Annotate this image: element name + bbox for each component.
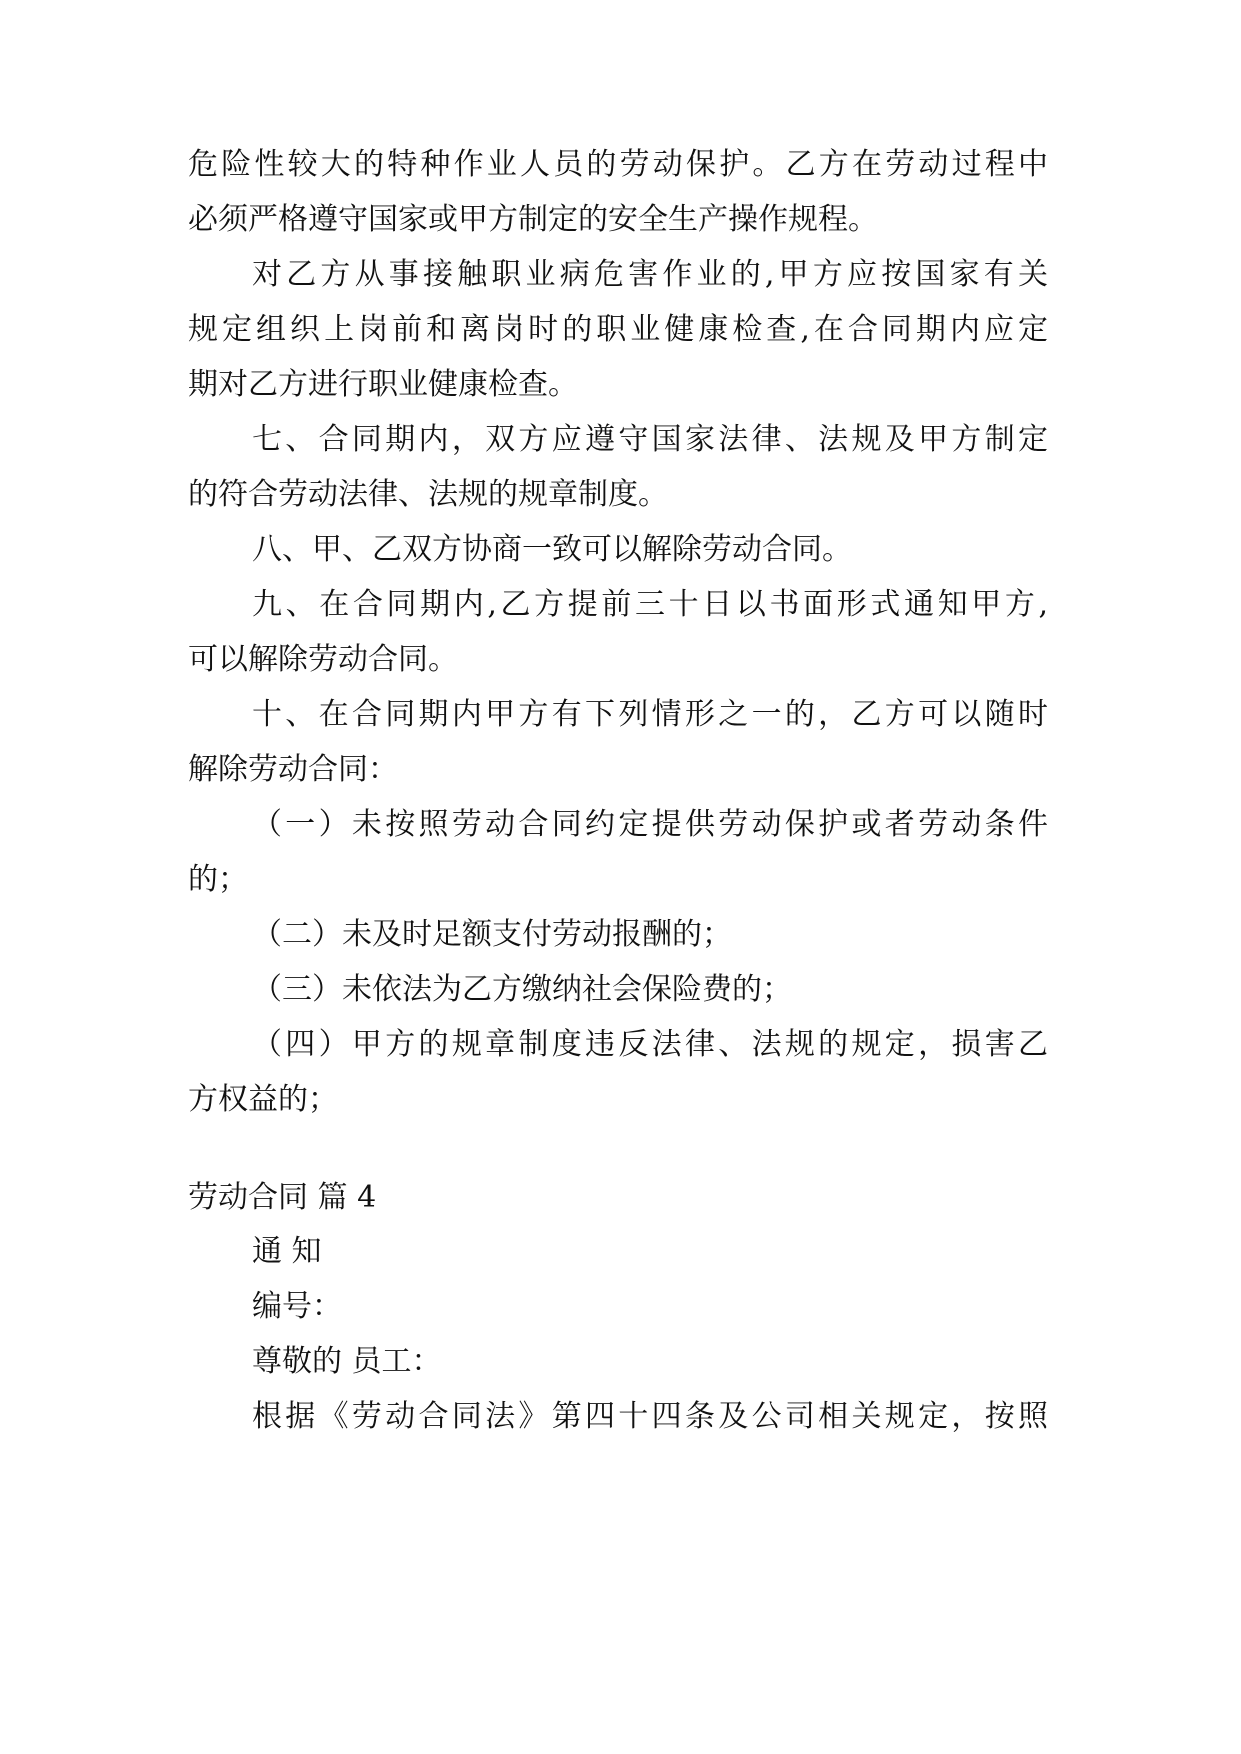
salutation: 尊敬的 员工： [252, 1344, 442, 1379]
paragraph-line: 期对乙方进行职业健康检查。 [188, 367, 578, 402]
paragraph-line: （一）未按照劳动合同约定提供劳动保护或者劳动条件 [252, 807, 1048, 842]
paragraph-line: 八、甲、乙双方协商一致可以解除劳动合同。 [252, 532, 852, 567]
paragraph-line: 七、合同期内，双方应遵守国家法律、法规及甲方制定 [252, 422, 1048, 457]
section-heading: 劳动合同 篇 4 [188, 1180, 377, 1215]
number-label: 编号： [252, 1289, 342, 1324]
paragraph-line: 规定组织上岗前和离岗时的职业健康检查,在合同期内应定 [188, 312, 1048, 347]
paragraph-line: 方权益的； [188, 1082, 338, 1117]
paragraph-line: （四）甲方的规章制度违反法律、法规的规定，损害乙 [252, 1027, 1048, 1062]
paragraph-line: 的； [188, 862, 248, 897]
paragraph-line: 解除劳动合同： [188, 752, 398, 787]
paragraph-line: 对乙方从事接触职业病危害作业的,甲方应按国家有关 [252, 257, 1048, 292]
paragraph-line: （三）未依法为乙方缴纳社会保险费的； [252, 972, 792, 1007]
paragraph-line: 可以解除劳动合同。 [188, 642, 458, 677]
paragraph-line: 十、在合同期内甲方有下列情形之一的，乙方可以随时 [252, 697, 1048, 732]
paragraph-line: 危险性较大的特种作业人员的劳动保护。乙方在劳动过程中 [188, 147, 1048, 182]
notice-title: 通 知 [252, 1234, 322, 1269]
paragraph-line: 九、在合同期内,乙方提前三十日以书面形式通知甲方, [252, 587, 1048, 622]
paragraph-line: 根据《劳动合同法》第四十四条及公司相关规定，按照 [252, 1399, 1048, 1434]
paragraph-line: （二）未及时足额支付劳动报酬的； [252, 917, 732, 952]
paragraph-line: 的符合劳动法律、法规的规章制度。 [188, 477, 668, 512]
paragraph-line: 必须严格遵守国家或甲方制定的安全生产操作规程。 [188, 202, 878, 237]
